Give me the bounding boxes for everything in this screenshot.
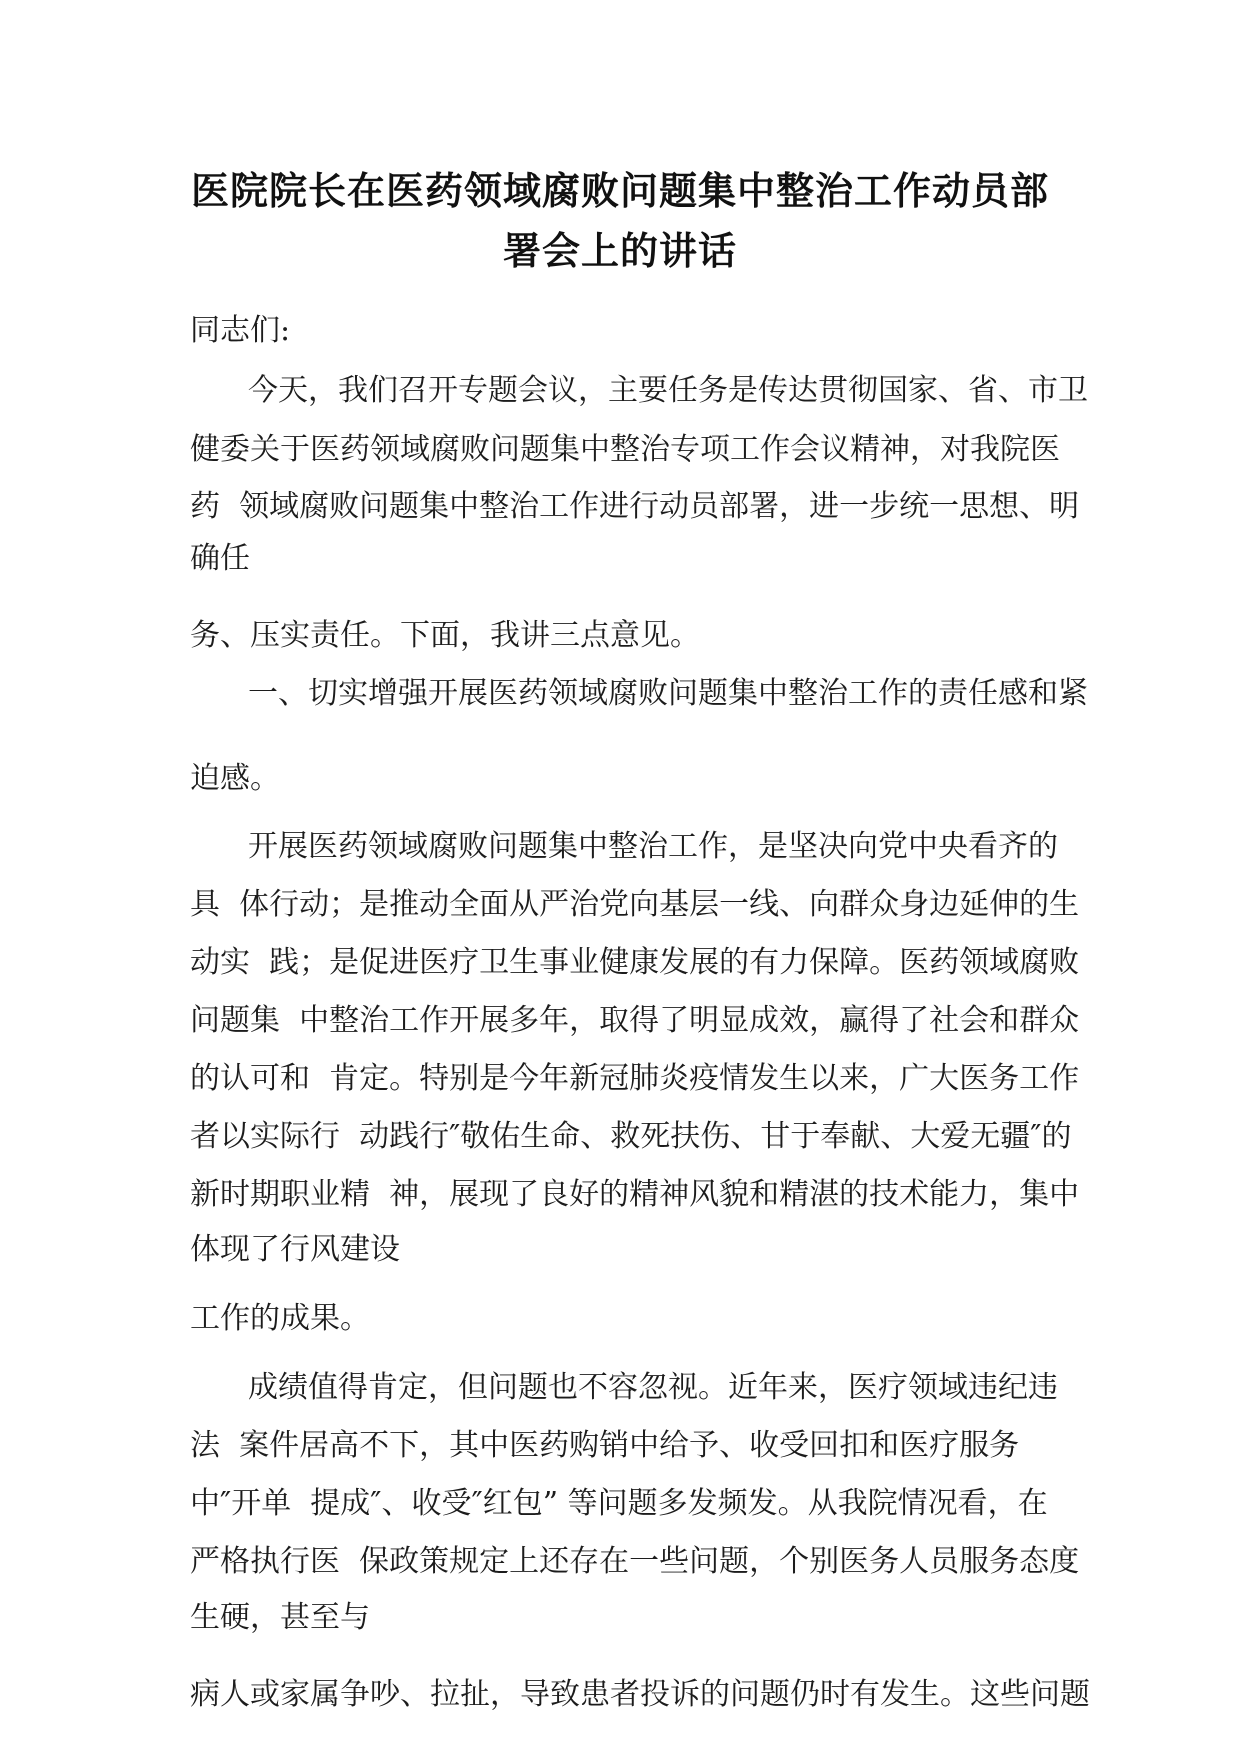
paragraph-line: 今天，我们召开专题会议，主要任务是传达贯彻国家、省、市卫: [248, 373, 1088, 408]
paragraph-line: 的认可和 肯定。特别是今年新冠肺炎疫情发生以来，广大医务工作: [190, 1061, 1080, 1096]
salutation: 同志们:: [190, 313, 291, 348]
paragraph-line: 开展医药领域腐败问题集中整治工作，是坚决向党中央看齐的: [248, 829, 1058, 864]
paragraph-line: 动实 践；是促进医疗卫生事业健康发展的有力保障。医药领域腐败: [190, 945, 1080, 980]
paragraph-line: 体现了行风建设: [190, 1232, 400, 1267]
paragraph-line: 健委关于医药领域腐败问题集中整治专项工作会议精神，对我院医: [190, 432, 1060, 467]
section-heading: 一、切实增强开展医药领域腐败问题集中整治工作的责任感和紧: [248, 676, 1088, 711]
paragraph-line: 成绩值得肯定，但问题也不容忽视。近年来，医疗领域违纪违: [248, 1370, 1058, 1405]
paragraph-line: 新时期职业精 神，展现了良好的精神风貌和精湛的技术能力，集中: [190, 1177, 1080, 1212]
paragraph-line: 工作的成果。: [190, 1301, 370, 1336]
document-title-line-2: 署会上的讲话: [502, 229, 737, 273]
paragraph-line: 具 体行动；是推动全面从严治党向基层一线、向群众身边延伸的生: [190, 887, 1080, 922]
paragraph-line: 生硬，甚至与: [190, 1600, 370, 1635]
paragraph-line: 问题集 中整治工作开展多年，取得了明显成效，赢得了社会和群众: [190, 1003, 1080, 1038]
paragraph-line: 严格执行医 保政策规定上还存在一些问题，个别医务人员服务态度: [190, 1544, 1080, 1579]
paragraph-line: 务、压实责任。下面，我讲三点意见。: [190, 618, 700, 653]
paragraph-line: 法 案件居高不下，其中医药购销中给予、收受回扣和医疗服务: [190, 1428, 1020, 1463]
paragraph-line: 中″开单 提成″、收受″红包” 等问题多发频发。从我院情况看，在: [190, 1486, 1048, 1521]
paragraph-line: 者以实际行 动践行″敬佑生命、救死扶伤、甘于奉献、大爱无疆″的: [190, 1119, 1072, 1154]
document-title-line-1: 医院院长在医药领域腐败问题集中整治工作动员部: [190, 169, 1049, 213]
section-heading: 迫感。: [190, 761, 280, 796]
paragraph-line: 药 领域腐败问题集中整治工作进行动员部署，进一步统一思想、明: [190, 489, 1080, 524]
paragraph-line: 病人或家属争吵、拉扯，导致患者投诉的问题仍时有发生。这些问题: [190, 1677, 1090, 1712]
paragraph-line: 确任: [190, 541, 250, 576]
